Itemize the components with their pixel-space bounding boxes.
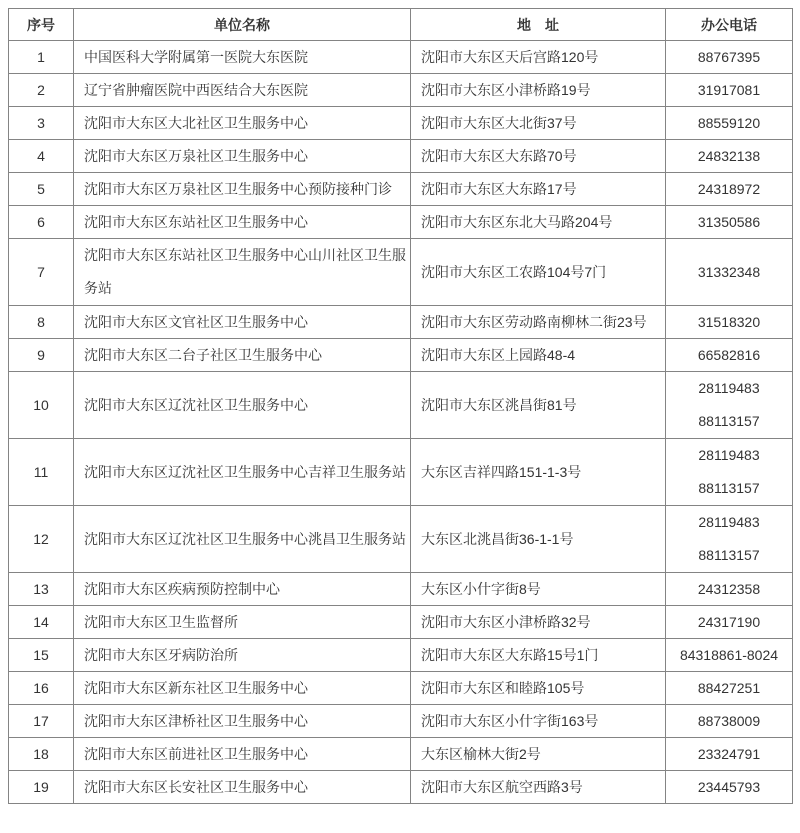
table-row bbox=[9, 506, 793, 573]
table-row bbox=[9, 306, 793, 339]
phone-number: 23445793 bbox=[697, 779, 761, 795]
phone-cell bbox=[666, 74, 793, 107]
phone-cell bbox=[666, 771, 793, 804]
serial-number-cell: 16 bbox=[9, 672, 74, 705]
phone-number: 88113157 bbox=[698, 480, 760, 496]
serial-number-cell: 19 bbox=[9, 771, 74, 804]
unit-name-cell: 沈阳市大东区东站社区卫生服务中心 bbox=[74, 206, 411, 239]
phone-number: 66582816 bbox=[697, 347, 761, 363]
unit-name-cell: 沈阳市大东区长安社区卫生服务中心 bbox=[74, 771, 411, 804]
header-office-phone: 办公电话 bbox=[666, 9, 793, 41]
address-cell: 沈阳市大东区和睦路105号 bbox=[411, 672, 666, 705]
table-row bbox=[9, 771, 793, 804]
phone-cell bbox=[666, 372, 793, 439]
table-row bbox=[9, 439, 793, 506]
phone-number: 31518320 bbox=[697, 314, 761, 330]
phone-number: 24318972 bbox=[697, 181, 761, 197]
header-address: 地 址 bbox=[411, 9, 666, 41]
phone-cell bbox=[666, 206, 793, 239]
table-row bbox=[9, 705, 793, 738]
phone-number: 31917081 bbox=[697, 82, 761, 98]
unit-name-cell: 沈阳市大东区津桥社区卫生服务中心 bbox=[74, 705, 411, 738]
serial-number-cell: 3 bbox=[9, 107, 74, 140]
phone-number: 88559120 bbox=[697, 115, 761, 131]
unit-name-cell: 沈阳市大东区二台子社区卫生服务中心 bbox=[74, 339, 411, 372]
unit-name-cell: 中国医科大学附属第一医院大东医院 bbox=[74, 41, 411, 74]
table-row bbox=[9, 372, 793, 439]
table-row bbox=[9, 573, 793, 606]
serial-number-cell: 14 bbox=[9, 606, 74, 639]
serial-number-cell: 1 bbox=[9, 41, 74, 74]
serial-number-cell: 12 bbox=[9, 506, 74, 573]
phone-number: 31350586 bbox=[697, 214, 761, 230]
serial-number-cell: 9 bbox=[9, 339, 74, 372]
address-cell: 沈阳市大东区小什字街163号 bbox=[411, 705, 666, 738]
phone-number: 24832138 bbox=[697, 148, 761, 164]
unit-name-cell: 沈阳市大东区新东社区卫生服务中心 bbox=[74, 672, 411, 705]
table-row bbox=[9, 606, 793, 639]
table-row bbox=[9, 339, 793, 372]
address-cell: 沈阳市大东区大北街37号 bbox=[411, 107, 666, 140]
serial-number-cell: 15 bbox=[9, 639, 74, 672]
serial-number-cell: 18 bbox=[9, 738, 74, 771]
phone-cell bbox=[666, 606, 793, 639]
table-row bbox=[9, 239, 793, 306]
serial-number-cell: 13 bbox=[9, 573, 74, 606]
unit-name-cell: 沈阳市大东区文官社区卫生服务中心 bbox=[74, 306, 411, 339]
address-cell: 沈阳市大东区小津桥路32号 bbox=[411, 606, 666, 639]
phone-cell bbox=[666, 738, 793, 771]
header-row bbox=[9, 9, 793, 41]
phone-cell bbox=[666, 573, 793, 606]
phone-number: 88767395 bbox=[697, 49, 761, 65]
phone-cell bbox=[666, 239, 793, 306]
serial-number-cell: 17 bbox=[9, 705, 74, 738]
address-cell: 沈阳市大东区上园路48-4 bbox=[411, 339, 666, 372]
unit-name-cell: 沈阳市大东区卫生监督所 bbox=[74, 606, 411, 639]
unit-name-cell: 沈阳市大东区辽沈社区卫生服务中心洮昌卫生服务站 bbox=[74, 506, 411, 573]
unit-name-cell: 沈阳市大东区牙病防治所 bbox=[74, 639, 411, 672]
unit-name-cell: 沈阳市大东区辽沈社区卫生服务中心 bbox=[74, 372, 411, 439]
address-cell: 沈阳市大东区工农路104号7门 bbox=[411, 239, 666, 306]
unit-name-cell: 辽宁省肿瘤医院中西医结合大东医院 bbox=[74, 74, 411, 107]
phone-cell bbox=[666, 672, 793, 705]
phone-cell bbox=[666, 506, 793, 573]
phone-number: 28119483 bbox=[698, 514, 760, 530]
phone-cell bbox=[666, 173, 793, 206]
header-unit-name: 单位名称 bbox=[74, 9, 411, 41]
address-cell: 沈阳市大东区大东路15号1门 bbox=[411, 639, 666, 672]
table-row bbox=[9, 738, 793, 771]
phone-number: 28119483 bbox=[698, 380, 760, 396]
table-header bbox=[9, 9, 793, 41]
table-row bbox=[9, 74, 793, 107]
phone-number: 23324791 bbox=[697, 746, 761, 762]
phone-cell bbox=[666, 705, 793, 738]
serial-number-cell: 2 bbox=[9, 74, 74, 107]
phone-cell bbox=[666, 41, 793, 74]
phone-cell bbox=[666, 639, 793, 672]
phone-number: 28119483 bbox=[698, 447, 760, 463]
unit-name-cell: 沈阳市大东区疾病预防控制中心 bbox=[74, 573, 411, 606]
phone-number: 88427251 bbox=[697, 680, 761, 696]
header-serial-number: 序号 bbox=[9, 9, 74, 41]
unit-name-cell: 沈阳市大东区大北社区卫生服务中心 bbox=[74, 107, 411, 140]
address-cell: 沈阳市大东区小津桥路19号 bbox=[411, 74, 666, 107]
phone-cell bbox=[666, 339, 793, 372]
serial-number-cell: 8 bbox=[9, 306, 74, 339]
serial-number-cell: 10 bbox=[9, 372, 74, 439]
address-cell: 大东区北洮昌街36-1-1号 bbox=[411, 506, 666, 573]
health-units-table bbox=[8, 8, 793, 804]
address-cell: 沈阳市大东区航空西路3号 bbox=[411, 771, 666, 804]
health-units-table-container bbox=[8, 8, 792, 804]
table-row bbox=[9, 206, 793, 239]
serial-number-cell: 5 bbox=[9, 173, 74, 206]
table-row bbox=[9, 639, 793, 672]
address-cell: 大东区榆林大街2号 bbox=[411, 738, 666, 771]
table-row bbox=[9, 173, 793, 206]
phone-number: 31332348 bbox=[697, 263, 761, 280]
phone-number: 24312358 bbox=[697, 581, 761, 597]
unit-name-cell: 沈阳市大东区东站社区卫生服务中心山川社区卫生服务站 bbox=[74, 239, 411, 306]
unit-name-cell: 沈阳市大东区万泉社区卫生服务中心 bbox=[74, 140, 411, 173]
phone-number: 88738009 bbox=[697, 713, 761, 729]
address-cell: 沈阳市大东区大东路17号 bbox=[411, 173, 666, 206]
address-cell: 沈阳市大东区天后宫路120号 bbox=[411, 41, 666, 74]
phone-cell bbox=[666, 140, 793, 173]
phone-number: 88113157 bbox=[698, 547, 760, 563]
serial-number-cell: 4 bbox=[9, 140, 74, 173]
address-cell: 沈阳市大东区洮昌街81号 bbox=[411, 372, 666, 439]
address-cell: 沈阳市大东区东北大马路204号 bbox=[411, 206, 666, 239]
unit-name-cell: 沈阳市大东区前进社区卫生服务中心 bbox=[74, 738, 411, 771]
phone-cell bbox=[666, 107, 793, 140]
serial-number-cell: 11 bbox=[9, 439, 74, 506]
address-cell: 大东区吉祥四路151-1-3号 bbox=[411, 439, 666, 506]
serial-number-cell: 7 bbox=[9, 239, 74, 306]
phone-number: 84318861-8024 bbox=[679, 647, 779, 663]
unit-name-cell: 沈阳市大东区万泉社区卫生服务中心预防接种门诊 bbox=[74, 173, 411, 206]
phone-number: 88113157 bbox=[698, 413, 760, 429]
phone-cell bbox=[666, 439, 793, 506]
address-cell: 沈阳市大东区劳动路南柳林二街23号 bbox=[411, 306, 666, 339]
table-row bbox=[9, 107, 793, 140]
unit-name-cell: 沈阳市大东区辽沈社区卫生服务中心吉祥卫生服务站 bbox=[74, 439, 411, 506]
table-row bbox=[9, 140, 793, 173]
address-cell: 大东区小什字街8号 bbox=[411, 573, 666, 606]
address-cell: 沈阳市大东区大东路70号 bbox=[411, 140, 666, 173]
phone-cell bbox=[666, 306, 793, 339]
serial-number-cell: 6 bbox=[9, 206, 74, 239]
phone-number: 24317190 bbox=[697, 614, 761, 630]
table-row bbox=[9, 672, 793, 705]
table-row bbox=[9, 41, 793, 74]
table-body bbox=[9, 41, 793, 804]
